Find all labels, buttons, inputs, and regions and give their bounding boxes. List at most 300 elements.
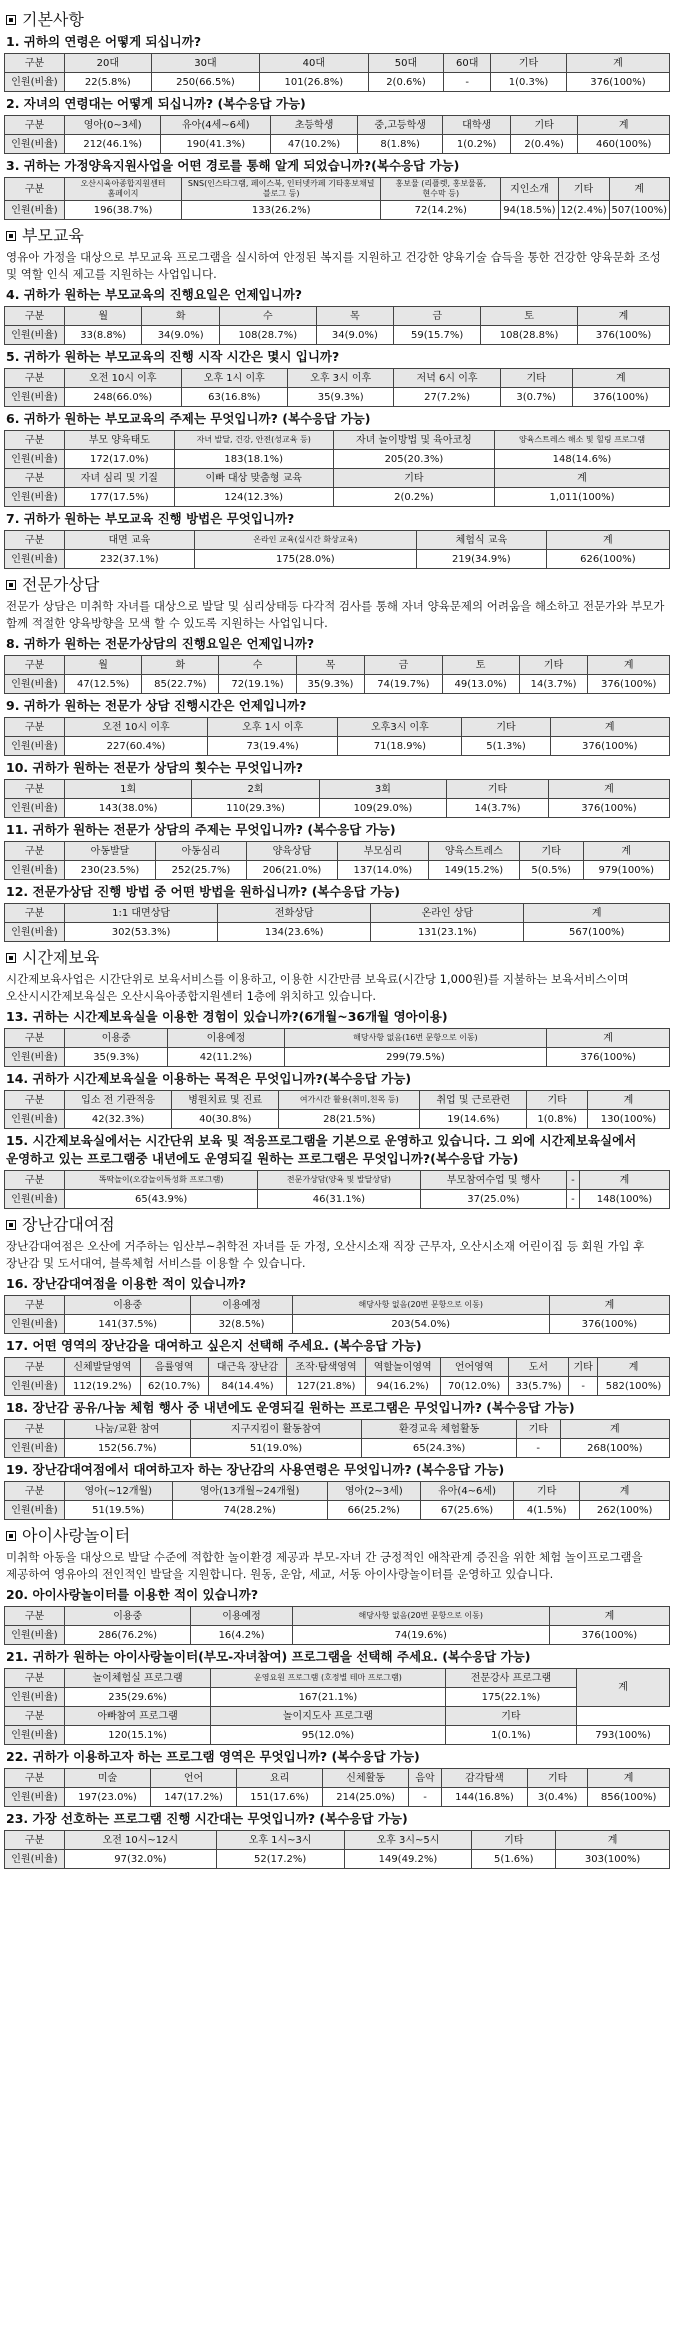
cell-value: 1(0.8%) <box>527 1110 587 1129</box>
column-header: 양육상담 <box>246 842 337 861</box>
cell-value: 22(5.8%) <box>65 73 152 92</box>
cell-value: 19(14.6%) <box>420 1110 527 1129</box>
column-header: 계 <box>548 780 669 799</box>
row-label-value: 인원(비율) <box>5 1688 65 1707</box>
cell-value: 16(4.2%) <box>191 1626 292 1645</box>
cell-value: 63(16.8%) <box>181 388 287 407</box>
row-label-value: 인원(비율) <box>5 1626 65 1645</box>
row-label-value: 인원(비율) <box>5 1190 65 1209</box>
column-header: 월 <box>65 307 142 326</box>
table-value-row <box>5 737 670 756</box>
table-header-row <box>5 1420 670 1439</box>
column-header: 기타 <box>558 178 609 201</box>
row-label-header: 구분 <box>5 718 65 737</box>
answer-table <box>4 1668 670 1745</box>
column-header: 기타 <box>569 1358 598 1377</box>
cell-value: 248(66.0%) <box>65 388 182 407</box>
column-header: 오후 3시~5시 <box>344 1831 472 1850</box>
cell-value: 149(15.2%) <box>428 861 519 880</box>
cell-value: 212(46.1%) <box>65 135 161 154</box>
column-header: 50대 <box>368 54 444 73</box>
column-header: 이용중 <box>65 1607 191 1626</box>
column-header: SNS(인스타그램, 페이스북, 인터넷카페 기타홍보채널 블로그 등) <box>182 178 381 201</box>
table-value-row <box>5 1501 670 1520</box>
column-header: 기타 <box>500 369 572 388</box>
column-header: 기타 <box>447 780 549 799</box>
column-header: 토 <box>442 656 519 675</box>
row-label-value: 인원(비율) <box>5 1315 65 1334</box>
column-header: 이용중 <box>65 1029 168 1048</box>
section-title <box>6 226 670 246</box>
table-value-row <box>5 1788 670 1807</box>
row-label-value: 인원(비율) <box>5 450 65 469</box>
cell-value: 8(1.8%) <box>357 135 443 154</box>
cell-value: 1(0.3%) <box>491 73 567 92</box>
column-header: 계 <box>547 1029 670 1048</box>
column-header: 오후 1시 이후 <box>207 718 337 737</box>
column-header: 계 <box>524 904 670 923</box>
row-label-value: 인원(비율) <box>5 1377 65 1396</box>
cell-value: - <box>444 73 491 92</box>
cell-value: 42(32.3%) <box>65 1110 172 1129</box>
cell-value: 203(54.0%) <box>292 1315 549 1334</box>
answer-table <box>4 1028 670 1067</box>
column-header: 계 <box>578 307 670 326</box>
cell-value: 172(17.0%) <box>65 450 175 469</box>
column-header: 지구지킴이 활동참여 <box>190 1420 362 1439</box>
cell-value: 235(29.6%) <box>65 1688 211 1707</box>
answer-table <box>4 841 670 880</box>
question-text: 4. 귀하가 원하는 부모교육의 진행요일은 언제입니까? <box>6 287 303 302</box>
cell-value: 3(0.4%) <box>528 1788 588 1807</box>
cell-value: 14(3.7%) <box>447 799 549 818</box>
table-value-row <box>5 135 670 154</box>
cell-value: 227(60.4%) <box>65 737 208 756</box>
cell-value: 27(7.2%) <box>394 388 500 407</box>
table-value-row <box>5 1110 670 1129</box>
row-label-value: 인원(비율) <box>5 1726 65 1745</box>
cell-value: 376(100%) <box>548 799 669 818</box>
column-header: 계 <box>578 116 670 135</box>
column-header: 계 <box>556 1831 670 1850</box>
answer-table <box>4 1170 670 1209</box>
table-value-row <box>5 201 670 220</box>
column-header: 나눔/교환 참여 <box>65 1420 191 1439</box>
cell-value: 2(0.4%) <box>510 135 577 154</box>
column-header: 전문가상담(양육 및 발달상담) <box>258 1171 420 1190</box>
column-header: 대학생 <box>443 116 510 135</box>
cell-value: 67(25.6%) <box>420 1501 513 1520</box>
column-header: 토 <box>481 307 578 326</box>
table-header-row <box>5 116 670 135</box>
cell-value: 582(100%) <box>598 1377 670 1396</box>
column-header: 기타 <box>472 1831 556 1850</box>
section-square-icon <box>6 953 16 963</box>
cell-value: 626(100%) <box>546 550 669 569</box>
row-label-header: 구분 <box>5 369 65 388</box>
cell-value: 47(10.2%) <box>271 135 358 154</box>
cell-value: 567(100%) <box>524 923 670 942</box>
cell-value: 147(17.2%) <box>151 1788 237 1807</box>
row-label-value: 인원(비율) <box>5 326 65 345</box>
table-header-row <box>5 307 670 326</box>
column-header: 영아(13개월~24개월) <box>172 1482 327 1501</box>
cell-value: - <box>567 1190 580 1209</box>
table-header-row <box>5 54 670 73</box>
row-label-value: 인원(비율) <box>5 1110 65 1129</box>
column-header: 도서 <box>508 1358 569 1377</box>
section-title-text: 기본사항 <box>22 10 84 29</box>
column-header: 환경교육 체험활동 <box>362 1420 516 1439</box>
column-header: 기타 <box>519 842 583 861</box>
column-header: 오전 10시 이후 <box>65 369 182 388</box>
column-header: 기타 <box>514 1482 580 1501</box>
cell-value: 35(9.3%) <box>287 388 393 407</box>
table-value-row <box>5 1688 670 1707</box>
column-header: 언어 <box>151 1769 237 1788</box>
column-header: 지인소개 <box>501 178 558 201</box>
cell-value: 460(100%) <box>578 135 670 154</box>
question-text: 22. 귀하가 이용하고자 하는 프로그램 영역은 무엇입니까? (복수응답 가능) <box>6 1749 420 1764</box>
cell-value: 74(28.2%) <box>172 1501 327 1520</box>
cell-value: 74(19.6%) <box>292 1626 549 1645</box>
column-header: 기타 <box>528 1769 588 1788</box>
cell-value: 109(29.0%) <box>319 799 446 818</box>
cell-value: 250(66.5%) <box>151 73 259 92</box>
column-header: 체험식 교육 <box>417 531 547 550</box>
row-label-header: 구분 <box>5 1171 65 1190</box>
cell-value: 177(17.5%) <box>65 488 175 507</box>
row-label-header: 구분 <box>5 116 65 135</box>
column-header: 오후3시 이후 <box>338 718 462 737</box>
row-label-header: 구분 <box>5 1091 65 1110</box>
section-title <box>6 10 670 30</box>
column-header: 월 <box>65 656 142 675</box>
table-header-row <box>5 718 670 737</box>
answer-table <box>4 115 670 154</box>
column-header: 이용중 <box>65 1296 191 1315</box>
table-header-row <box>5 1669 670 1688</box>
column-header: 오산시육아종합지원센터 홈페이지 <box>65 178 182 201</box>
row-label-header: 구분 <box>5 1769 65 1788</box>
row-label-value: 인원(비율) <box>5 799 65 818</box>
cell-value: 34(9.0%) <box>316 326 393 345</box>
column-header: 60대 <box>444 54 491 73</box>
column-header: 오전 10시 이후 <box>65 718 208 737</box>
question-text: 13. 귀하는 시간제보육실을 이용한 경험이 있습니까?(6개월~36개월 영아이용) <box>6 1009 448 1024</box>
column-header: 기타 <box>491 54 567 73</box>
column-header: 3회 <box>319 780 446 799</box>
question-text: 18. 장난감 공유/나눔 체험 행사 중 내년에도 운영되길 원하는 프로그램은 무엇입니까? (복수응답 가능) <box>6 1400 575 1415</box>
column-header: 기타 <box>519 656 588 675</box>
row-label-value: 인원(비율) <box>5 201 65 220</box>
column-header: 오후 3시 이후 <box>287 369 393 388</box>
question-text: 21. 귀하가 원하는 아이사랑놀이터(부모-자녀참여) 프로그램을 선택해 주세요. (복수응답 가능) <box>6 1649 531 1664</box>
row-label-header: 구분 <box>5 531 65 550</box>
cell-value: 65(24.3%) <box>362 1439 516 1458</box>
cell-value: 302(53.3%) <box>65 923 218 942</box>
cell-value: 14(3.7%) <box>519 675 588 694</box>
total-value: 793(100%) <box>577 1726 670 1745</box>
column-header: 아동발달 <box>65 842 156 861</box>
answer-table <box>4 430 670 507</box>
row-label-header: 구분 <box>5 431 65 450</box>
column-header: 자녀 발달, 건강, 안전(성교육 등) <box>174 431 333 450</box>
table-header-row <box>5 431 670 450</box>
cell-value: 206(21.0%) <box>246 861 337 880</box>
row-label-value: 인원(비율) <box>5 1048 65 1067</box>
cell-value: 507(100%) <box>609 201 670 220</box>
answer-table <box>4 779 670 818</box>
row-label-header: 구분 <box>5 904 65 923</box>
cell-value: 72(19.1%) <box>219 675 296 694</box>
answer-table <box>4 530 670 569</box>
column-header: 아동심리 <box>155 842 246 861</box>
cell-value: 37(25.0%) <box>420 1190 566 1209</box>
table-value-row <box>5 1726 670 1745</box>
column-header: 유아(4세~6세) <box>161 116 271 135</box>
cell-value: 49(13.0%) <box>442 675 519 694</box>
table-header-row <box>5 1831 670 1850</box>
cell-value: 196(38.7%) <box>65 201 182 220</box>
row-label-header: 구분 <box>5 1420 65 1439</box>
section-intro: 미취학 아동을 대상으로 발달 수준에 적합한 놀이환경 제공과 부모-자녀 간 긍정적인 애착관계 증진을 위한 체험 놀이프로그램을 제공하여 영유아의 전인적인 발달을 지원합니다. 원동, 운암, 세교, 서동 아이사랑놀이터를 운영하고 있습니다. <box>6 1550 643 1581</box>
column-header: 초등학생 <box>271 116 358 135</box>
row-label-value: 인원(비율) <box>5 1439 65 1458</box>
cell-value: 127(21.8%) <box>287 1377 366 1396</box>
cell-value: 2(0.6%) <box>368 73 444 92</box>
column-header: 이용예정 <box>168 1029 284 1048</box>
table-value-row <box>5 388 670 407</box>
table-value-row <box>5 1315 670 1334</box>
column-header: 목 <box>316 307 393 326</box>
column-header: 역할놀이영역 <box>365 1358 440 1377</box>
question-text: 11. 귀하가 원하는 전문가 상담의 주제는 무엇입니까? (복수응답 가능) <box>6 822 396 837</box>
cell-value: 71(18.9%) <box>338 737 462 756</box>
section-intro: 장난감대여점은 오산에 거주하는 임산부~취학전 자녀를 둔 가정, 오산시소재 직장 근무자, 오산시소재 어린이집 등 회원 가입 후 장난감 및 도서대여, 블록체험 서비스를 이용할 수 있습니다. <box>6 1239 645 1270</box>
cell-value: 979(100%) <box>583 861 669 880</box>
table-value-row <box>5 450 670 469</box>
column-header: 2회 <box>192 780 319 799</box>
column-header: 요리 <box>237 1769 323 1788</box>
column-header: 해당사항 없음(16번 문항으로 이동) <box>284 1029 547 1048</box>
cell-value: 2(0.2%) <box>333 488 494 507</box>
column-header: 온라인 상담 <box>371 904 524 923</box>
row-label-value: 인원(비율) <box>5 73 65 92</box>
column-header: 음률영역 <box>140 1358 208 1377</box>
cell-value: 35(9.3%) <box>296 675 365 694</box>
cell-value: 42(11.2%) <box>168 1048 284 1067</box>
column-header: 부모참여수업 및 행사 <box>420 1171 566 1190</box>
cell-value: 262(100%) <box>580 1501 670 1520</box>
column-header: 대면 교육 <box>65 531 195 550</box>
column-header: 화 <box>142 656 219 675</box>
cell-value: 84(14.4%) <box>208 1377 287 1396</box>
cell-value: 51(19.5%) <box>65 1501 173 1520</box>
column-header: 미술 <box>65 1769 151 1788</box>
cell-value: 133(26.2%) <box>182 201 381 220</box>
cell-value: 376(100%) <box>550 737 669 756</box>
question-text: 17. 어떤 영역의 장난감을 대여하고 싶은지 선택해 주세요. (복수응답 가능) <box>6 1338 422 1353</box>
cell-value: 148(100%) <box>579 1190 669 1209</box>
table-value-row <box>5 799 670 818</box>
row-label-value: 인원(비율) <box>5 737 65 756</box>
column-header: 기타 <box>462 718 550 737</box>
cell-value: 856(100%) <box>588 1788 670 1807</box>
column-header: 수 <box>219 656 296 675</box>
cell-value: 152(56.7%) <box>65 1439 191 1458</box>
section-title-text: 부모교육 <box>22 226 84 245</box>
table-value-row <box>5 861 670 880</box>
row-label-value: 인원(비율) <box>5 550 65 569</box>
column-header: 계 <box>583 842 669 861</box>
column-header: 대근육 장난감 <box>208 1358 287 1377</box>
column-header: - <box>567 1171 580 1190</box>
table-value-row <box>5 73 670 92</box>
cell-value: 175(22.1%) <box>445 1688 576 1707</box>
cell-value: 108(28.8%) <box>481 326 578 345</box>
question-text: 6. 귀하가 원하는 부모교육의 주제는 무엇입니까? (복수응답 가능) <box>6 411 371 426</box>
row-label-value: 인원(비율) <box>5 923 65 942</box>
column-header: 목 <box>296 656 365 675</box>
cell-value: 5(1.3%) <box>462 737 550 756</box>
row-label-value: 인원(비율) <box>5 135 65 154</box>
column-header: 아빠참여 프로그램 <box>65 1707 211 1726</box>
cell-value: 143(38.0%) <box>65 799 192 818</box>
row-label-header: 구분 <box>5 842 65 861</box>
answer-table <box>4 903 670 942</box>
answer-table <box>4 53 670 92</box>
cell-value: 40(30.8%) <box>172 1110 279 1129</box>
question-text: 9. 귀하가 원하는 전문가 상담 진행시간은 언제입니까? <box>6 698 307 713</box>
cell-value: 70(12.0%) <box>440 1377 508 1396</box>
table-header-row <box>5 178 670 201</box>
column-header: 자녀 심리 및 기질 <box>65 469 175 488</box>
table-header-row <box>5 1091 670 1110</box>
cell-value: - <box>409 1788 442 1807</box>
column-header: 이빠 대상 맞춤형 교육 <box>174 469 333 488</box>
column-header: 계 <box>598 1358 670 1377</box>
question-text: 2. 자녀의 연령대는 어떻게 되십니까? (복수응답 가능) <box>6 96 306 111</box>
row-label-header: 구분 <box>5 1607 65 1626</box>
table-value-row <box>5 675 670 694</box>
column-header: 계 <box>546 531 669 550</box>
question-text: 7. 귀하가 원하는 부모교육 진행 방법은 무엇입니까? <box>6 511 295 526</box>
cell-value: 303(100%) <box>556 1850 670 1869</box>
column-header: 계 <box>549 1296 669 1315</box>
cell-value: 5(0.5%) <box>519 861 583 880</box>
section-title <box>6 1526 670 1546</box>
answer-table <box>4 1768 670 1807</box>
row-label-value: 인원(비율) <box>5 675 65 694</box>
table-header-row <box>5 656 670 675</box>
cell-value: 167(21.1%) <box>211 1688 446 1707</box>
column-header: 오후 1시~3시 <box>216 1831 344 1850</box>
cell-value: 59(15.7%) <box>394 326 481 345</box>
row-label-header: 구분 <box>5 1669 65 1688</box>
table-value-row <box>5 1190 670 1209</box>
cell-value: 95(12.0%) <box>211 1726 446 1745</box>
cell-value: 112(19.2%) <box>65 1377 141 1396</box>
answer-table <box>4 306 670 345</box>
column-header: 영아(0~3세) <box>65 116 161 135</box>
cell-value: 34(9.0%) <box>142 326 219 345</box>
cell-value: 72(14.2%) <box>381 201 501 220</box>
section-intro: 시간제보육사업은 시간단위로 보육서비스를 이용하고, 이용한 시간만큼 보육료(시간당 1,000원)를 지불하는 보육서비스이며 오산시시간제보육실은 오산시육아종합지원센터 1층에 위치하고 있습니다. <box>6 972 629 1003</box>
table-header-row <box>5 1171 670 1190</box>
column-header: 오전 10시~12시 <box>65 1831 217 1850</box>
column-header: 저녁 6시 이후 <box>394 369 500 388</box>
column-header: 기타 <box>527 1091 587 1110</box>
table-value-row <box>5 1048 670 1067</box>
column-header: 이용예정 <box>191 1296 292 1315</box>
row-label-value: 인원(비율) <box>5 1788 65 1807</box>
cell-value: 4(1.5%) <box>514 1501 580 1520</box>
column-header: 홍보물 (리플렛, 홍보물품, 현수막 등) <box>381 178 501 201</box>
column-header: 이용예정 <box>191 1607 292 1626</box>
answer-table <box>4 1090 670 1129</box>
question-text: 5. 귀하가 원하는 부모교육의 진행 시작 시간은 몇시 입니까? <box>6 349 340 364</box>
cell-value: 134(23.6%) <box>218 923 371 942</box>
section-square-icon <box>6 1220 16 1230</box>
answer-table <box>4 1606 670 1645</box>
question-text: 16. 장난감대여점을 이용한 적이 있습니까? <box>6 1276 247 1291</box>
row-label-header: 구분 <box>5 1296 65 1315</box>
cell-value: 144(16.8%) <box>441 1788 527 1807</box>
column-header: 자녀 놀이방법 및 육아코칭 <box>333 431 494 450</box>
cell-value: 1,011(100%) <box>495 488 670 507</box>
cell-value: 124(12.3%) <box>174 488 333 507</box>
column-header: 기타 <box>445 1707 576 1726</box>
table-header-row <box>5 904 670 923</box>
column-header: 감각탐색 <box>441 1769 527 1788</box>
column-header: 오후 1시 이후 <box>181 369 287 388</box>
row-label-header: 구분 <box>5 1358 65 1377</box>
section-intro: 전문가 상담은 미취학 자녀를 대상으로 발달 및 심리상태등 다각적 검사를 통해 자녀 양육문제의 어려움을 해소하고 전문가와 부모가 함께 적절한 양육방향을 모색 할 수 있도록 지원하는 사업입니다. <box>6 599 665 630</box>
cell-value: 97(32.0%) <box>65 1850 217 1869</box>
column-header: 금 <box>394 307 481 326</box>
question-text: 3. 귀하는 가정양육지원사업을 어떤 경로를 통해 알게 되었습니까?(복수응답 가능) <box>6 158 460 173</box>
section-title-text: 시간제보육 <box>22 948 100 967</box>
column-header: 부모 양육태도 <box>65 431 175 450</box>
answer-table <box>4 1357 670 1396</box>
question-text: 15. 시간제보육실에서는 시간단위 보육 및 적응프로그램을 기본으로 운영하고 있습니다. 그 외에 시간제보육실에서 운영하고 있는 프로그램중 내년에도 운영되길 원하는 프로그램은 무엇입니까?(복수응답 가능) <box>6 1133 637 1166</box>
table-value-row <box>5 1377 670 1396</box>
cell-value: 108(28.7%) <box>219 326 316 345</box>
table-value-row <box>5 1439 670 1458</box>
column-header: 화 <box>142 307 219 326</box>
cell-value: 149(49.2%) <box>344 1850 472 1869</box>
column-header: 30대 <box>151 54 259 73</box>
section-intro: 영유아 가정을 대상으로 부모교육 프로그램을 실시하여 안정된 복지를 지원하고 건강한 양육기술 습득을 통한 건강한 양육문화 조성 및 역할 인식 제고를 지원하는 사업입니다. <box>6 250 661 281</box>
column-header: 계 <box>588 656 670 675</box>
cell-value: 151(17.6%) <box>237 1788 323 1807</box>
column-header: 병원치료 및 진료 <box>172 1091 279 1110</box>
question-text: 1. 귀하의 연령은 어떻게 되십니까? <box>6 34 202 49</box>
cell-value: 141(37.5%) <box>65 1315 191 1334</box>
row-label-value: 인원(비율) <box>5 388 65 407</box>
question-text: 8. 귀하가 원하는 전문가상담의 진행요일은 언제입니까? <box>6 636 315 651</box>
question-text: 19. 장난감대여점에서 대여하고자 하는 장난감의 사용연령은 무엇입니까? (복수응답 가능) <box>6 1462 505 1477</box>
cell-value: 3(0.7%) <box>500 388 572 407</box>
column-header: 계 <box>495 469 670 488</box>
table-header-row <box>5 1769 670 1788</box>
total-header: 계 <box>577 1669 670 1707</box>
column-header: 놀이체험실 프로그램 <box>65 1669 211 1688</box>
table-header-row <box>5 1607 670 1626</box>
cell-value: 46(31.1%) <box>258 1190 420 1209</box>
cell-value: 33(5.7%) <box>508 1377 569 1396</box>
